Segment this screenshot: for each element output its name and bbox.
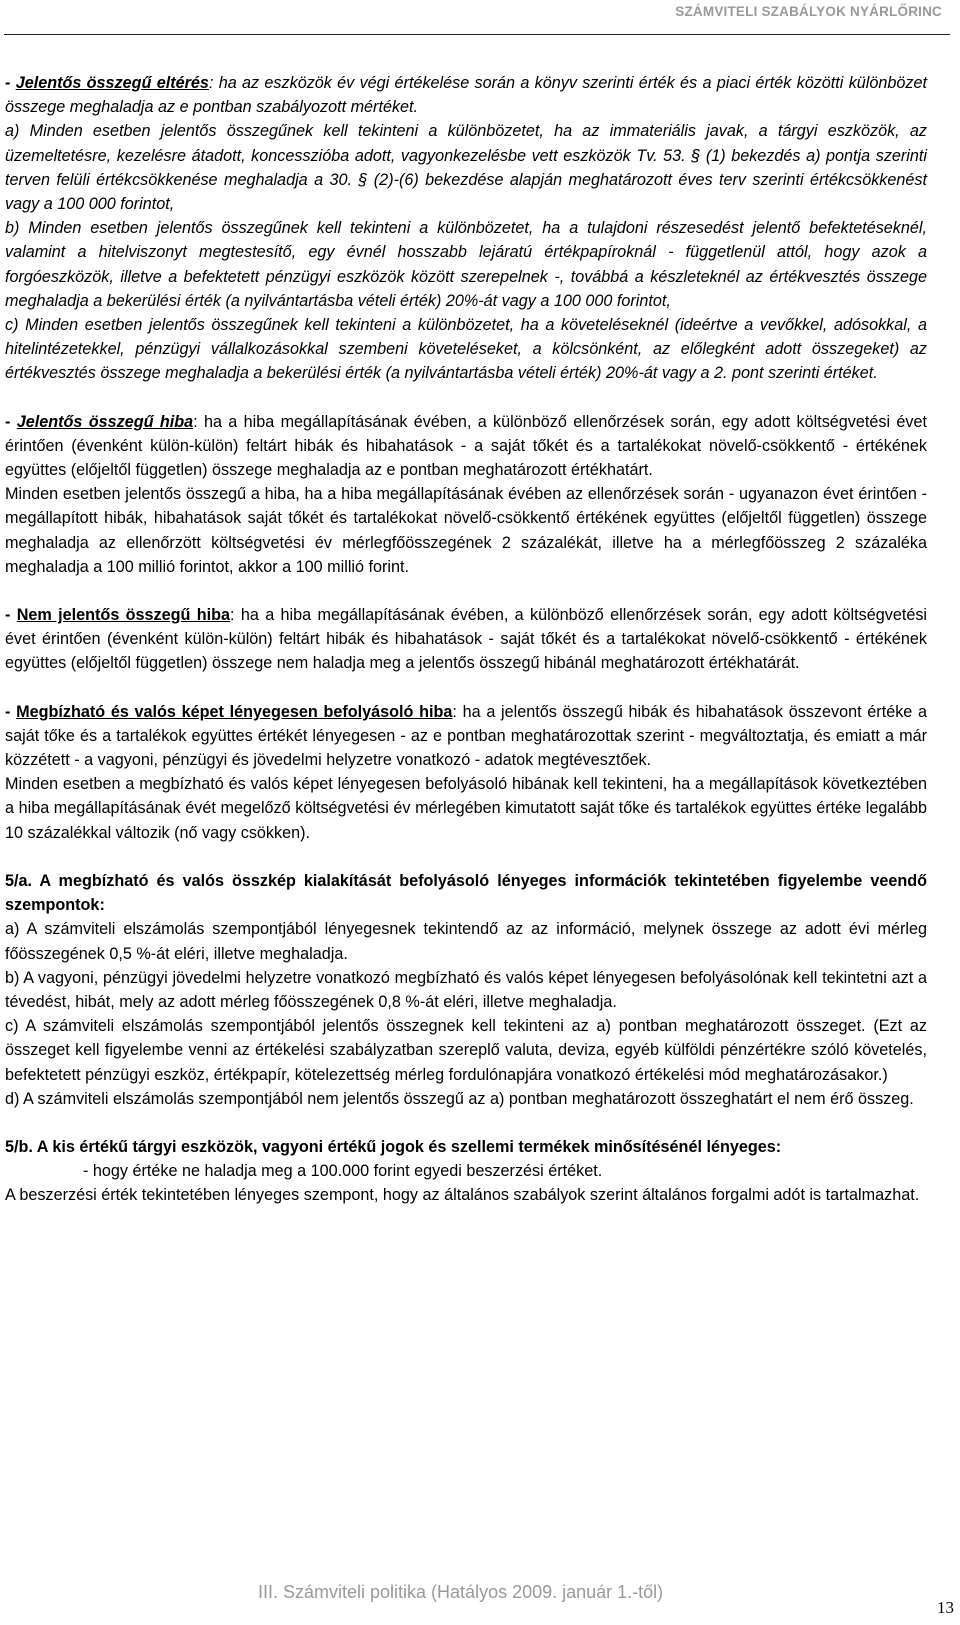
definition-text: : ha a hiba megállapításának évében, a különböző ellenőrzések során, egy adott költségvetési évet érintően (évenként külön-külön) feltárt hibák és hibahatások - a saját tőkét és a tartalékokat növelő-csökkentő - értékének együttes (előjeltől független) összege meghaladja az e pontban meghatározott értékhatárt. <box>5 412 928 480</box>
section-5a-heading: 5/a. A megbízható és valós összkép kialakítását befolyásoló lényeges információk tekintetében figyelembe veendő szempontok: <box>5 871 927 915</box>
spacer <box>5 1111 927 1135</box>
section-5a-item-d: d) A számviteli elszámolás szempontjából nem jelentős összegű az a) pontban meghatározott összeghatárt el nem érő összeg. <box>5 1089 914 1108</box>
section-5a-item-b: b) A vagyoni, pénzügyi jövedelmi helyzetre vonatkozó megbízható és valós képet lényegesen befolyásolónak kell tekintetni azt a tévedést, hibát, mely az adott mérleg főösszegének 0,8 %-át eléri, illetve meghaladja. <box>5 968 927 1011</box>
paragraph-b: b) Minden esetben jelentős összegűnek kell tekinteni a különbözetet, ha a tulajdoni részesedést jelentő befektetéseknél, valamint a hitelviszonyt megtestesítő, egy évnél hosszabb lejáratú értékpapíroknál - függetlenül attól, hogy azok a forgóeszközök, illetve a befektetett pénzügyi eszközök között szerepelnek -, továbbá a készleteknél az értékvesztés összege meghaladja a bekerülési érték (a nyilvántartásba vételi érték) 20%-át vagy a 100 000 forintot, <box>5 219 927 310</box>
spacer <box>5 386 927 410</box>
paragraph-significant-error-rule: Minden esetben jelentős összegű a hiba, ha a hiba megállapításának évében az ellenőrzések során - ugyanazon évet érintően - megállapított hibák, hibahatások saját tőkét és tartalékokat növelő-csökkentő értékének együttes (előjeltől független) összege meghaladja az ellenőrzött költségvetési év mérlegfőösszegének 2 százalékát, illetve ha a mérlegfőösszeg 2 százaléka meghaladja a 100 millió forintot, akkor a 100 millió forint. <box>5 485 927 576</box>
bullet-dash: - <box>5 412 17 431</box>
page-footer: III. Számviteli politika (Hatályos 2009. január 1.-től) <box>258 1582 664 1602</box>
bullet-dash: - <box>5 606 17 625</box>
header-divider <box>4 34 950 35</box>
definition-text: : ha az eszközök év végi értékelése során a könyv szerinti érték és a piaci érték közötti különbözet összege meghaladja az e pontban szabályozott mértéket. <box>5 74 927 117</box>
document-body <box>5 71 927 1208</box>
definition-significant-difference <box>5 71 927 119</box>
term-label: Jelentős összegű eltérés <box>15 74 209 92</box>
definition-text: : ha a hiba megállapításának évében, a különböző ellenőrzések során, egy adott költségvetési évet érintően (évenként külön-külön) feltárt hibák és hibahatások - saját tőkét és a tartalékokat növelő-csökkentő - értékének együttes (előjeltől független) összege nem haladja meg a jelentős összegű hibánál meghatározott értékhatárát. <box>5 606 928 673</box>
paragraph-material-error-rule: Minden esetben a megbízható és valós képet lényegesen befolyásoló hibának kell tekinteni, ha a megállapítások következtében a hiba megállapításának évét megelőző költségvetési év mérlegében kimutatott saját tőke és tartalékok együttes értéke legalább 10 százalékkal változik (nő vagy csökken). <box>5 775 927 842</box>
term-label: Jelentős összegű hiba <box>16 412 194 431</box>
paragraph-a: a) Minden esetben jelentős összegűnek kell tekinteni a különbözetet, ha az immateriális javak, a tárgyi eszközök, az üzemeltetésre, kezelésre átadott, koncesszióba adott, vagyonkezelésbe vett eszközök Tv. 53. § (1) bekezdés a) pontja szerinti terven felüli értékcsökkenése meghaladja a 30. § (2)-(6) bekezdése alapján meghatározott éves terv szerinti értékcsökkenést vagy a 100 000 forintot, <box>5 122 927 214</box>
spacer <box>5 676 927 700</box>
section-5a-item-a: a) A számviteli elszámolás szempontjából lényegesnek tekintendő az az információ, melynek összege az adott évi mérleg főösszegének 0,5 %-át eléri, illetve meghaladja. <box>5 920 927 963</box>
section-5a-item-c: c) A számviteli elszámolás szempontjából jelentős összegnek kell tekinteni az a) pontban meghatározott összeget. (Ezt az összeget kell figyelembe venni az értékelési szabályzatban szereplő valuta, deviza, egyéb külföldi pénzértékre szóló követelés, befektetett pénzügyi eszköz, értékpapír, kötelezettség mérleg fordulónapjára vonatkozó értékelési mód meghatározásakor.) <box>5 1017 927 1084</box>
term-label: Nem jelentős összegű hiba <box>16 606 231 625</box>
spacer <box>5 845 927 869</box>
definition-significant-error <box>5 410 927 483</box>
page-number: 13 <box>937 1598 954 1617</box>
definition-non-significant-error <box>5 603 927 676</box>
section-5b-heading: 5/b. A kis értékű tárgyi eszközök, vagyoni értékű jogok és szellemi termékek minősítésénél lényeges: <box>5 1137 782 1156</box>
bullet-dash: - <box>5 702 17 721</box>
running-header: SZÁMVITELI SZABÁLYOK NYÁRLŐRINC <box>675 4 942 19</box>
section-5b-note: A beszerzési érték tekintetében lényeges szempont, hogy az általános szabályok szerint általános forgalmi adót is tartalmazhat. <box>5 1186 920 1205</box>
term-label: Megbízható és valós képet lényegesen befolyásoló hiba <box>16 702 453 721</box>
spacer <box>5 579 927 603</box>
definition-material-error <box>5 700 927 773</box>
definition-text: : ha a jelentős összegű hibák és hibahatások összevont értéke a saját tőke és a tartalékok együttes értékét lényegesen - az e pontban meghatározottak szerint - megváltoztatja, és emiatt a már közzétett - a vagyoni, pénzügyi és jövedelmi helyzetre vonatkozó - adatok megtévesztőek. <box>5 702 927 770</box>
bullet-dash: - <box>5 74 16 92</box>
paragraph-c: c) Minden esetben jelentős összegűnek kell tekinteni a különbözetet, ha a követeléseknél (ideértve a vevőkkel, adósokkal, a hitelintézetekkel, pénzügyi vállalkozásokkal szembeni követeléseket, a kölcsönként, az előlegként adott összegeket) az értékvesztés összege meghaladja a bekerülési érték (a nyilvántartásba vételi érték) 20%-át vagy a 2. pont szerinti értéket. <box>5 316 927 383</box>
section-5b-item: - hogy értéke ne haladja meg a 100.000 forint egyedi beszerzési értéket. <box>83 1162 603 1181</box>
